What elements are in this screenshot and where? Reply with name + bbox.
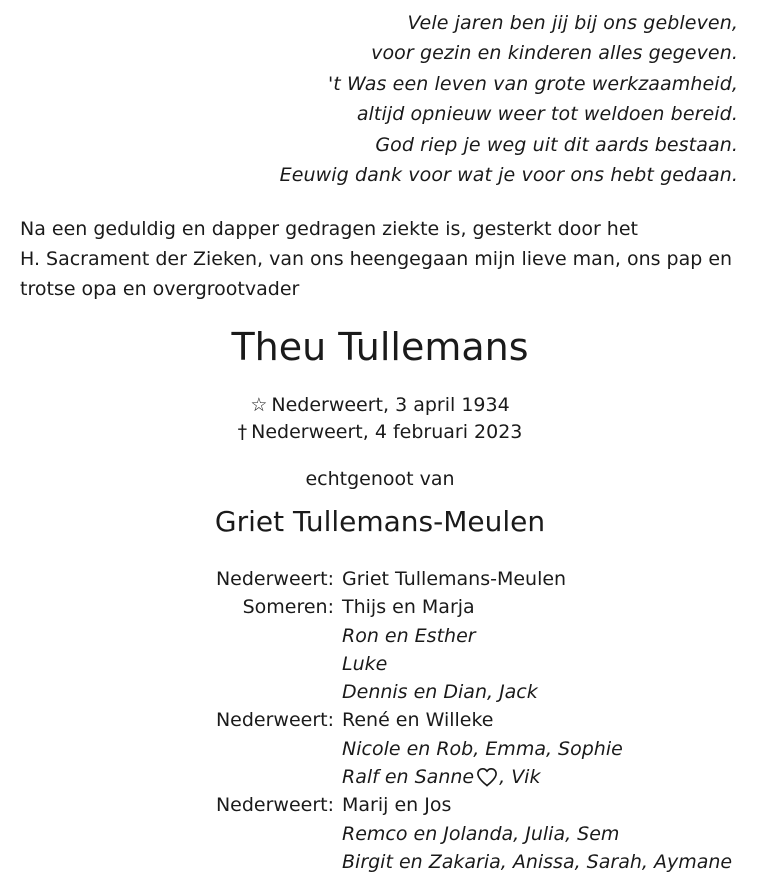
family-row <box>0 678 760 706</box>
family-names: René en Willeke <box>342 709 494 732</box>
family-names: Griet Tullemans-Meulen <box>342 568 567 590</box>
family-names: Nicole en Rob, Emma, Sophie <box>342 737 623 760</box>
family-row <box>0 791 760 819</box>
family-names: Remco en Jolanda, Julia, Sem <box>342 822 620 845</box>
poem-line: voor gezin en kinderen alles gegeven. <box>371 42 738 65</box>
death-line <box>0 419 760 446</box>
life-dates <box>0 392 760 446</box>
family-row <box>0 763 760 791</box>
family-names: Ron en Esther <box>342 624 476 647</box>
family-names: Luke <box>342 652 388 675</box>
poem-line: altijd opnieuw weer tot weldoen bereid. <box>356 103 738 126</box>
family-row <box>0 848 760 876</box>
poem-line: God riep je weg uit dit aards bestaan. <box>375 133 738 156</box>
family-row <box>0 820 760 848</box>
intro-line: H. Sacrament der Zieken, van ons heengegaan mijn lieve man, ons pap en <box>20 248 733 270</box>
family-names-after: , Vik <box>499 766 541 789</box>
birth-line <box>0 392 760 419</box>
spouse-label: echtgenoot van <box>305 468 455 490</box>
family-place: Someren: <box>242 596 334 619</box>
family-place: Nederweert: <box>215 709 334 732</box>
intro-text <box>20 214 750 304</box>
family-names: Marij en Jos <box>342 794 452 817</box>
poem-line: 't Was een leven van grote werkzaamheid, <box>327 72 738 95</box>
family-names: Thijs en Marja <box>342 596 475 619</box>
star-icon: ☆ <box>250 394 268 416</box>
cross-icon: † <box>237 421 248 443</box>
family-names: Dennis en Dian, Jack <box>342 681 538 704</box>
intro-line: Na een geduldig en dapper gedragen ziekte is, gesterkt door het <box>20 218 638 240</box>
family-row <box>0 622 760 650</box>
poem <box>280 8 738 190</box>
intro-line: trotse opa en overgrootvader <box>20 278 300 300</box>
family-row <box>0 565 760 593</box>
spouse-name: Griet Tullemans-Meulen <box>214 505 546 538</box>
poem-line: Vele jaren ben jij bij ons gebleven, <box>407 12 738 34</box>
family-list <box>0 565 760 876</box>
family-names-before: Ralf en Sanne <box>342 766 475 789</box>
family-row <box>0 593 760 621</box>
family-place: Nederweert: <box>215 568 334 590</box>
death-date: Nederweert, 4 februari 2023 <box>251 421 523 443</box>
deceased-name: Theu Tullemans <box>231 325 529 369</box>
family-place: Nederweert: <box>215 794 334 817</box>
family-row <box>0 735 760 763</box>
family-row <box>0 706 760 734</box>
poem-line: Eeuwig dank voor wat je voor ons hebt gedaan. <box>279 164 738 187</box>
birth-date: Nederweert, 3 april 1934 <box>271 394 510 416</box>
family-names: Birgit en Zakaria, Anissa, Sarah, Aymane <box>342 850 733 873</box>
family-row <box>0 650 760 678</box>
